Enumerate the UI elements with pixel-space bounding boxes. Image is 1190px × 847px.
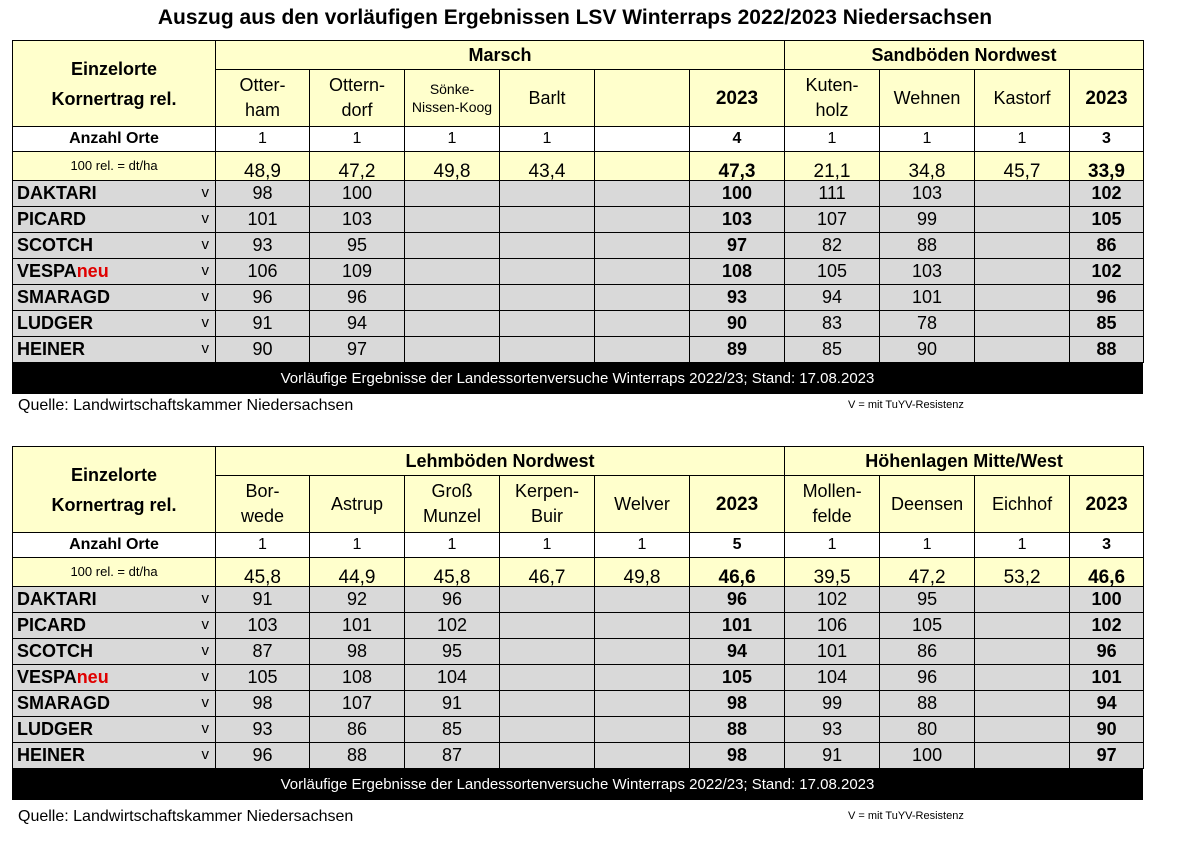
- value-cell: [500, 337, 595, 363]
- resistance-mark: v: [201, 668, 209, 685]
- value-cell: [405, 181, 500, 207]
- location-header: Sönke- Nissen-Koog: [405, 70, 500, 127]
- value-cell: 93: [216, 233, 310, 259]
- value-cell: [595, 587, 690, 613]
- variety-name: [13, 233, 216, 259]
- count-cell: 3: [1070, 533, 1144, 558]
- variety-label: HEINER: [17, 339, 86, 359]
- reference-cell: 46,6: [690, 558, 785, 587]
- reference-cell: 45,8: [216, 558, 310, 587]
- value-cell: 105: [880, 613, 975, 639]
- count-cell: 1: [405, 533, 500, 558]
- location-header: Groß Munzel: [405, 476, 500, 533]
- variety-name: [13, 181, 216, 207]
- results-table-1: [12, 40, 1144, 363]
- value-cell: [595, 311, 690, 337]
- value-cell: 96: [1070, 639, 1144, 665]
- value-cell: 90: [880, 337, 975, 363]
- variety-name: [13, 259, 216, 285]
- variety-row: [13, 691, 1144, 717]
- variety-label: LUDGER: [17, 719, 93, 739]
- value-cell: 103: [880, 259, 975, 285]
- value-cell: 101: [880, 285, 975, 311]
- value-cell: [500, 613, 595, 639]
- value-cell: 88: [880, 233, 975, 259]
- variety-label: LUDGER: [17, 313, 93, 333]
- resistance-mark: v: [201, 616, 209, 633]
- value-cell: [975, 665, 1070, 691]
- variety-row: [13, 207, 1144, 233]
- variety-row: [13, 181, 1144, 207]
- value-cell: 93: [216, 717, 310, 743]
- value-cell: 102: [1070, 259, 1144, 285]
- value-cell: [500, 587, 595, 613]
- resistance-mark: v: [201, 262, 209, 279]
- variety-name: [13, 207, 216, 233]
- variety-rows: [13, 587, 1144, 769]
- count-label: Anzahl Orte: [13, 533, 216, 558]
- value-cell: [595, 691, 690, 717]
- location-header: Wehnen: [880, 70, 975, 127]
- value-cell: [975, 639, 1070, 665]
- value-cell: [595, 259, 690, 285]
- value-cell: 97: [1070, 743, 1144, 769]
- reference-cell: 49,8: [405, 152, 500, 181]
- table-header-label: Einzelorte Kornertrag rel.: [13, 447, 216, 533]
- value-cell: 102: [405, 613, 500, 639]
- variety-name: [13, 285, 216, 311]
- location-header: Ottern- dorf: [310, 70, 405, 127]
- variety-row: [13, 743, 1144, 769]
- value-cell: [405, 311, 500, 337]
- value-cell: 104: [405, 665, 500, 691]
- value-cell: 97: [690, 233, 785, 259]
- value-cell: 94: [785, 285, 880, 311]
- value-cell: [500, 665, 595, 691]
- value-cell: [500, 259, 595, 285]
- count-cell: 1: [975, 127, 1070, 152]
- variety-row: [13, 285, 1144, 311]
- count-cell: 1: [405, 127, 500, 152]
- resistance-mark: v: [201, 314, 209, 331]
- value-cell: 100: [690, 181, 785, 207]
- variety-row: [13, 233, 1144, 259]
- location-header: Astrup: [310, 476, 405, 533]
- reference-cell: 45,7: [975, 152, 1070, 181]
- variety-name: [13, 665, 216, 691]
- value-cell: 95: [405, 639, 500, 665]
- value-cell: 104: [785, 665, 880, 691]
- value-cell: 98: [310, 639, 405, 665]
- reference-cell: 46,7: [500, 558, 595, 587]
- value-cell: 107: [785, 207, 880, 233]
- reference-cell: 45,8: [405, 558, 500, 587]
- resistance-mark: v: [201, 590, 209, 607]
- reference-row: [13, 558, 1144, 587]
- value-cell: 106: [216, 259, 310, 285]
- value-cell: [405, 337, 500, 363]
- new-variety-badge: neu: [76, 667, 109, 687]
- value-cell: [595, 337, 690, 363]
- variety-row: [13, 717, 1144, 743]
- value-cell: 98: [690, 743, 785, 769]
- value-cell: [405, 207, 500, 233]
- reference-cell: 48,9: [216, 152, 310, 181]
- count-cell: 1: [216, 533, 310, 558]
- variety-name: [13, 717, 216, 743]
- value-cell: 91: [216, 587, 310, 613]
- source-note: Quelle: Landwirtschaftskammer Niedersachsen: [18, 397, 354, 414]
- value-cell: 82: [785, 233, 880, 259]
- value-cell: 107: [310, 691, 405, 717]
- value-cell: 85: [405, 717, 500, 743]
- value-cell: 101: [216, 207, 310, 233]
- group-header: Sandböden Nordwest: [785, 41, 1144, 70]
- value-cell: 105: [785, 259, 880, 285]
- reference-cell: [595, 152, 690, 181]
- location-header: Barlt: [500, 70, 595, 127]
- count-row: [13, 533, 1144, 558]
- count-cell: 1: [310, 127, 405, 152]
- value-cell: 91: [785, 743, 880, 769]
- variety-name: [13, 639, 216, 665]
- value-cell: [975, 743, 1070, 769]
- variety-label: PICARD: [17, 209, 87, 229]
- value-cell: 100: [1070, 587, 1144, 613]
- value-cell: 101: [310, 613, 405, 639]
- value-cell: [975, 587, 1070, 613]
- variety-name: [13, 337, 216, 363]
- value-cell: [500, 207, 595, 233]
- value-cell: 98: [690, 691, 785, 717]
- value-cell: [500, 311, 595, 337]
- value-cell: 91: [405, 691, 500, 717]
- value-cell: [405, 259, 500, 285]
- value-cell: [500, 743, 595, 769]
- value-cell: 96: [216, 743, 310, 769]
- group-header: Höhenlagen Mitte/West: [785, 447, 1144, 476]
- variety-row: [13, 337, 1144, 363]
- value-cell: 100: [880, 743, 975, 769]
- year-header: 2023: [1070, 476, 1144, 533]
- count-cell: 1: [500, 533, 595, 558]
- value-cell: 90: [1070, 717, 1144, 743]
- value-cell: 96: [1070, 285, 1144, 311]
- value-cell: 94: [690, 639, 785, 665]
- value-cell: 90: [216, 337, 310, 363]
- variety-name: [13, 311, 216, 337]
- count-cell: 4: [690, 127, 785, 152]
- value-cell: [595, 665, 690, 691]
- year-header: 2023: [690, 70, 785, 127]
- value-cell: 87: [216, 639, 310, 665]
- location-header: [595, 70, 690, 127]
- reference-cell: 47,2: [880, 558, 975, 587]
- group-header: Lehmböden Nordwest: [216, 447, 785, 476]
- value-cell: [975, 717, 1070, 743]
- value-cell: 88: [690, 717, 785, 743]
- value-cell: [975, 613, 1070, 639]
- value-cell: [500, 181, 595, 207]
- value-cell: 96: [310, 285, 405, 311]
- value-cell: 92: [310, 587, 405, 613]
- resistance-mark: v: [201, 288, 209, 305]
- count-cell: 1: [595, 533, 690, 558]
- value-cell: [405, 233, 500, 259]
- value-cell: 105: [216, 665, 310, 691]
- variety-name: [13, 743, 216, 769]
- value-cell: 100: [310, 181, 405, 207]
- page-title: Auszug aus den vorläufigen Ergebnissen LSV Winterraps 2022/2023 Niedersachsen: [157, 6, 993, 29]
- variety-label: SMARAGD: [17, 287, 110, 307]
- variety-label: DAKTARI: [17, 183, 97, 203]
- reference-label: 100 rel. = dt/ha: [13, 558, 216, 587]
- value-cell: 103: [690, 207, 785, 233]
- count-cell: 1: [880, 127, 975, 152]
- value-cell: 108: [690, 259, 785, 285]
- variety-row: [13, 259, 1144, 285]
- legend-note: V = mit TuYV-Resistenz: [848, 810, 964, 822]
- value-cell: 101: [690, 613, 785, 639]
- location-header: Kuten- holz: [785, 70, 880, 127]
- value-cell: 88: [1070, 337, 1144, 363]
- resistance-mark: v: [201, 642, 209, 659]
- variety-label: PICARD: [17, 615, 87, 635]
- location-header: Deensen: [880, 476, 975, 533]
- count-cell: 1: [880, 533, 975, 558]
- value-cell: [595, 717, 690, 743]
- value-cell: 86: [1070, 233, 1144, 259]
- value-cell: 96: [690, 587, 785, 613]
- location-header: Bor- wede: [216, 476, 310, 533]
- source-note: Quelle: Landwirtschaftskammer Niedersachsen: [18, 808, 354, 825]
- value-cell: 102: [785, 587, 880, 613]
- reference-label: 100 rel. = dt/ha: [13, 152, 216, 181]
- value-cell: [975, 285, 1070, 311]
- value-cell: 87: [405, 743, 500, 769]
- resistance-mark: v: [201, 236, 209, 253]
- value-cell: 78: [880, 311, 975, 337]
- value-cell: 96: [216, 285, 310, 311]
- value-cell: 102: [1070, 181, 1144, 207]
- value-cell: [595, 285, 690, 311]
- count-cell: 5: [690, 533, 785, 558]
- value-cell: [595, 613, 690, 639]
- location-header: Otter- ham: [216, 70, 310, 127]
- value-cell: 105: [690, 665, 785, 691]
- results-block-2: [12, 446, 1143, 800]
- variety-label: SCOTCH: [17, 641, 93, 661]
- value-cell: [975, 233, 1070, 259]
- value-cell: 106: [785, 613, 880, 639]
- reference-cell: 47,3: [690, 152, 785, 181]
- reference-cell: 34,8: [880, 152, 975, 181]
- location-header: Welver: [595, 476, 690, 533]
- variety-label: SMARAGD: [17, 693, 110, 713]
- group-header: Marsch: [216, 41, 785, 70]
- value-cell: [500, 717, 595, 743]
- variety-label: VESPA: [17, 667, 77, 687]
- location-header: Mollen- felde: [785, 476, 880, 533]
- variety-name: [13, 613, 216, 639]
- count-cell: 1: [785, 533, 880, 558]
- value-cell: 96: [405, 587, 500, 613]
- count-cell: 1: [500, 127, 595, 152]
- value-cell: [975, 181, 1070, 207]
- value-cell: [500, 233, 595, 259]
- value-cell: 103: [880, 181, 975, 207]
- results-table-2: [12, 446, 1144, 769]
- value-cell: 93: [690, 285, 785, 311]
- resistance-mark: v: [201, 694, 209, 711]
- location-header: Kastorf: [975, 70, 1070, 127]
- value-cell: 83: [785, 311, 880, 337]
- variety-label: SCOTCH: [17, 235, 93, 255]
- value-cell: 103: [216, 613, 310, 639]
- resistance-mark: v: [201, 184, 209, 201]
- variety-label: VESPA: [17, 261, 77, 281]
- value-cell: 101: [1070, 665, 1144, 691]
- value-cell: 102: [1070, 613, 1144, 639]
- variety-row: [13, 613, 1144, 639]
- value-cell: [595, 181, 690, 207]
- table-header-label: Einzelorte Kornertrag rel.: [13, 41, 216, 127]
- value-cell: 91: [216, 311, 310, 337]
- value-cell: [500, 285, 595, 311]
- reference-cell: 49,8: [595, 558, 690, 587]
- reference-cell: 39,5: [785, 558, 880, 587]
- variety-label: DAKTARI: [17, 589, 97, 609]
- value-cell: [975, 207, 1070, 233]
- value-cell: 109: [310, 259, 405, 285]
- value-cell: [595, 639, 690, 665]
- value-cell: 95: [880, 587, 975, 613]
- reference-cell: 43,4: [500, 152, 595, 181]
- value-cell: [405, 285, 500, 311]
- variety-name: [13, 691, 216, 717]
- variety-row: [13, 311, 1144, 337]
- value-cell: 88: [310, 743, 405, 769]
- value-cell: 95: [310, 233, 405, 259]
- value-cell: 98: [216, 181, 310, 207]
- reference-cell: 53,2: [975, 558, 1070, 587]
- value-cell: [500, 639, 595, 665]
- location-header: Eichhof: [975, 476, 1070, 533]
- value-cell: 86: [880, 639, 975, 665]
- value-cell: 93: [785, 717, 880, 743]
- value-cell: 85: [785, 337, 880, 363]
- reference-cell: 44,9: [310, 558, 405, 587]
- value-cell: 80: [880, 717, 975, 743]
- value-cell: 105: [1070, 207, 1144, 233]
- resistance-mark: v: [201, 720, 209, 737]
- resistance-mark: v: [201, 210, 209, 227]
- reference-cell: 46,6: [1070, 558, 1144, 587]
- value-cell: [975, 337, 1070, 363]
- value-cell: 99: [880, 207, 975, 233]
- value-cell: 86: [310, 717, 405, 743]
- value-cell: [595, 207, 690, 233]
- value-cell: 111: [785, 181, 880, 207]
- value-cell: 101: [785, 639, 880, 665]
- location-header: Kerpen- Buir: [500, 476, 595, 533]
- value-cell: 108: [310, 665, 405, 691]
- resistance-mark: v: [201, 340, 209, 357]
- variety-row: [13, 639, 1144, 665]
- value-cell: [975, 691, 1070, 717]
- resistance-mark: v: [201, 746, 209, 763]
- count-cell: [595, 127, 690, 152]
- value-cell: 90: [690, 311, 785, 337]
- variety-row: [13, 665, 1144, 691]
- value-cell: 103: [310, 207, 405, 233]
- reference-row: [13, 152, 1144, 181]
- count-cell: 1: [975, 533, 1070, 558]
- value-cell: 94: [1070, 691, 1144, 717]
- count-row: [13, 127, 1144, 152]
- value-cell: [500, 691, 595, 717]
- variety-rows: [13, 181, 1144, 363]
- variety-row: [13, 587, 1144, 613]
- value-cell: 89: [690, 337, 785, 363]
- value-cell: 96: [880, 665, 975, 691]
- year-header: 2023: [690, 476, 785, 533]
- variety-label: HEINER: [17, 745, 86, 765]
- value-cell: 85: [1070, 311, 1144, 337]
- count-cell: 3: [1070, 127, 1144, 152]
- legend-note: V = mit TuYV-Resistenz: [848, 399, 964, 411]
- value-cell: [595, 743, 690, 769]
- count-cell: 1: [216, 127, 310, 152]
- value-cell: [975, 311, 1070, 337]
- value-cell: [595, 233, 690, 259]
- reference-cell: 21,1: [785, 152, 880, 181]
- count-cell: 1: [785, 127, 880, 152]
- value-cell: 98: [216, 691, 310, 717]
- results-block-1: [12, 40, 1143, 394]
- reference-cell: 47,2: [310, 152, 405, 181]
- table-footer: Vorläufige Ergebnisse der Landessortenversuche Winterraps 2022/23; Stand: 17.08.2023: [12, 769, 1143, 800]
- new-variety-badge: neu: [76, 261, 109, 281]
- value-cell: [975, 259, 1070, 285]
- value-cell: 94: [310, 311, 405, 337]
- count-cell: 1: [310, 533, 405, 558]
- table-footer: Vorläufige Ergebnisse der Landessortenversuche Winterraps 2022/23; Stand: 17.08.2023: [12, 363, 1143, 394]
- reference-cell: 33,9: [1070, 152, 1144, 181]
- value-cell: 88: [880, 691, 975, 717]
- value-cell: 99: [785, 691, 880, 717]
- variety-name: [13, 587, 216, 613]
- count-label: Anzahl Orte: [13, 127, 216, 152]
- value-cell: 97: [310, 337, 405, 363]
- year-header: 2023: [1070, 70, 1144, 127]
